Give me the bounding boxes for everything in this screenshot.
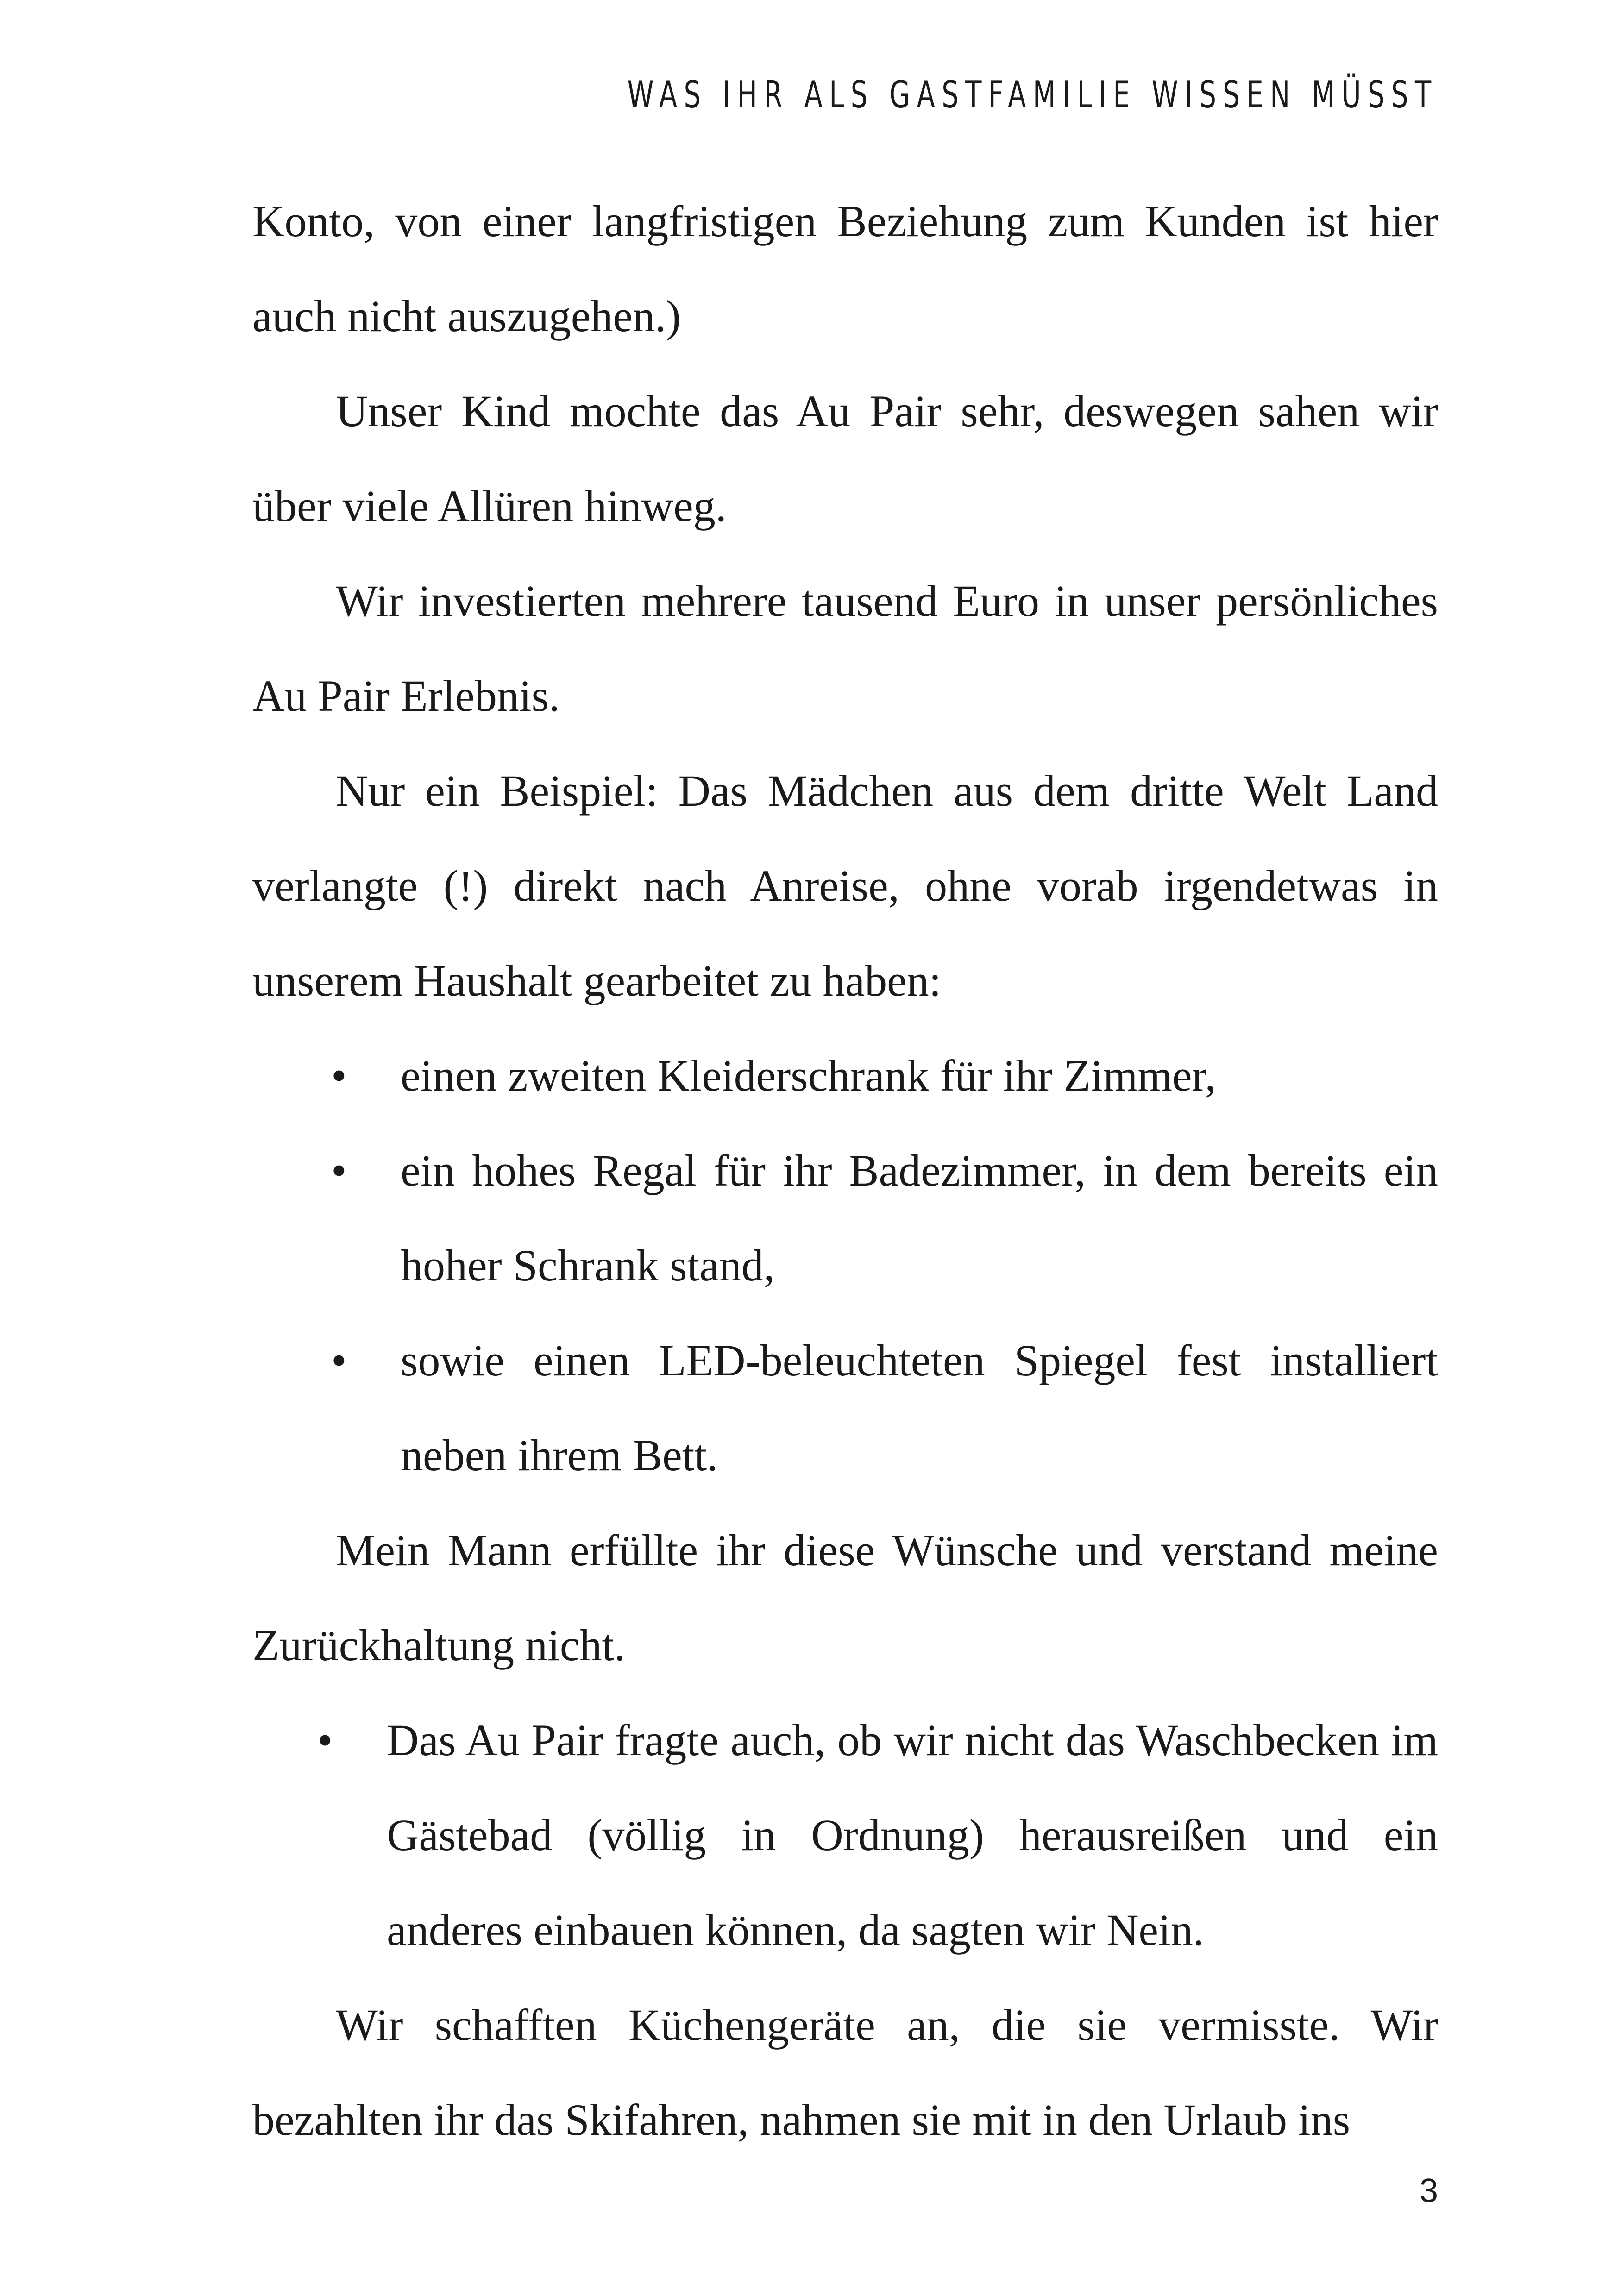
list-item-text: ein hohes Regal für ihr Badezimmer, in dem bereits ein hoher Schrank stand, xyxy=(401,1146,1438,1290)
paragraph-2: Unser Kind mochte das Au Pair sehr, deswegen sahen wir über viele Allüren hinweg. xyxy=(252,386,1438,531)
body-text xyxy=(252,174,1438,2167)
bullet-icon: • xyxy=(331,1146,347,1195)
bullet-icon: • xyxy=(331,1336,347,1385)
list-item xyxy=(317,1693,1438,1977)
bullet-icon: • xyxy=(331,1051,347,1100)
bullet-list-washbasin xyxy=(317,1693,1438,1977)
list-item-text: Das Au Pair fragte auch, ob wir nicht das Waschbecken im Gästebad (völlig in Ordnung) herausreißen und ein anderes einbauen können, da sagten wir Nein. xyxy=(387,1715,1438,1955)
list-item xyxy=(331,1313,1438,1503)
paragraph-6: Wir schafften Küchengeräte an, die sie vermisste. Wir bezahlten ihr das Skifahren, nahmen sie mit in den Urlaub ins xyxy=(252,2000,1438,2145)
paragraph-3: Wir investierten mehrere tausend Euro in unser persönliches Au Pair Erlebnis. xyxy=(252,576,1438,721)
list-item-text: sowie einen LED-beleuchteten Spiegel fest installiert neben ihrem Bett. xyxy=(401,1336,1438,1480)
list-item xyxy=(331,1123,1438,1313)
paragraph-1: Konto, von einer langfristigen Beziehung zum Kunden ist hier auch nicht auszugehen.) xyxy=(252,196,1438,341)
bullet-list-requests xyxy=(331,1028,1438,1503)
page-number: 3 xyxy=(1419,2172,1438,2209)
paragraph-5: Mein Mann erfüllte ihr diese Wünsche und verstand meine Zurückhaltung nicht. xyxy=(252,1525,1438,1670)
bullet-icon: • xyxy=(317,1715,333,1765)
running-header: WAS IHR ALS GASTFAMILIE WISSEN MÜSST xyxy=(628,73,1438,116)
list-item xyxy=(331,1028,1438,1123)
list-item-text: einen zweiten Kleiderschrank für ihr Zimmer, xyxy=(401,1051,1216,1100)
paragraph-4: Nur ein Beispiel: Das Mädchen aus dem dritte Welt Land verlangte (!) direkt nach Anreise, ohne vorab irgendetwas in unserem Haushalt gearbeitet zu haben: xyxy=(252,766,1438,1005)
